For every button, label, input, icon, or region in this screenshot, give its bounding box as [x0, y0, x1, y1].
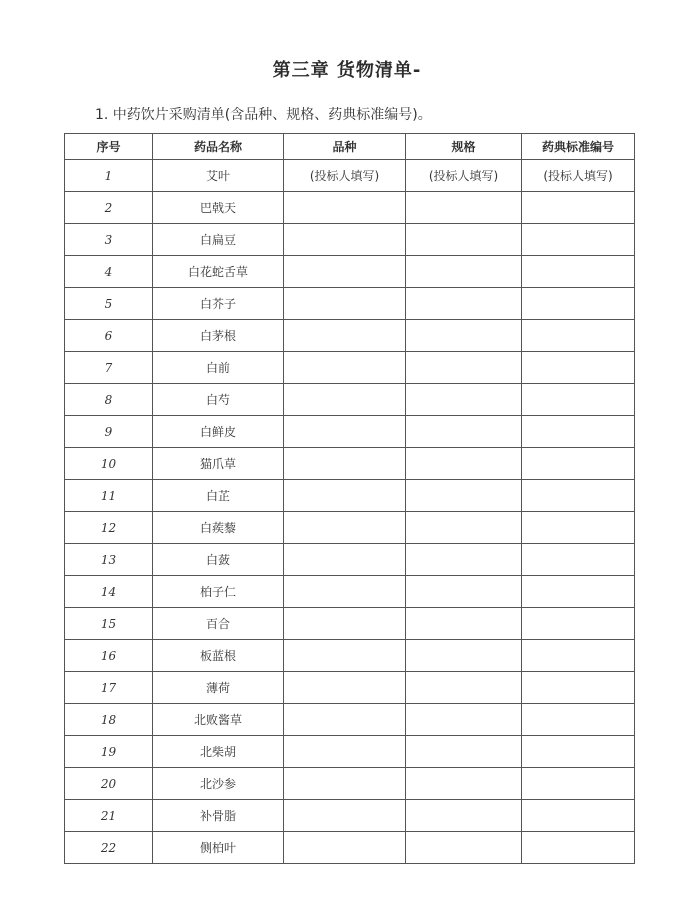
- drug-name-cell: 北败酱草: [153, 704, 284, 736]
- variety-cell[interactable]: [284, 320, 406, 352]
- table-row: [65, 704, 635, 736]
- drug-name-cell: 板蓝根: [153, 640, 284, 672]
- page-title: 第三章 货物清单-: [272, 60, 422, 81]
- pharmacopoeia-standard-cell[interactable]: [522, 512, 635, 544]
- variety-cell[interactable]: [284, 576, 406, 608]
- specification-cell[interactable]: [406, 512, 522, 544]
- table-row: [65, 640, 635, 672]
- header-pharmacopoeia-standard-number: 药典标准编号: [522, 134, 635, 160]
- pharmacopoeia-standard-cell[interactable]: [522, 224, 635, 256]
- drug-name-cell: 艾叶: [153, 160, 284, 192]
- specification-cell[interactable]: [406, 544, 522, 576]
- pharmacopoeia-standard-cell[interactable]: [522, 736, 635, 768]
- table-row: [65, 288, 635, 320]
- specification-cell[interactable]: [406, 288, 522, 320]
- drug-name-cell: 白扁豆: [153, 224, 284, 256]
- pharmacopoeia-standard-cell[interactable]: [522, 288, 635, 320]
- serial-number-cell: 3: [65, 224, 153, 256]
- serial-number-cell: 10: [65, 448, 153, 480]
- variety-cell[interactable]: [284, 256, 406, 288]
- table-row: [65, 448, 635, 480]
- serial-number-cell: 6: [65, 320, 153, 352]
- serial-number-cell: 14: [65, 576, 153, 608]
- drug-name-cell: 猫爪草: [153, 448, 284, 480]
- variety-cell[interactable]: [284, 512, 406, 544]
- table-row: [65, 832, 635, 864]
- pharmacopoeia-standard-cell[interactable]: [522, 768, 635, 800]
- specification-cell[interactable]: [406, 416, 522, 448]
- variety-cell[interactable]: [284, 288, 406, 320]
- drug-name-cell: 补骨脂: [153, 800, 284, 832]
- header-drug-name: 药品名称: [153, 134, 284, 160]
- serial-number-cell: 22: [65, 832, 153, 864]
- serial-number-cell: 15: [65, 608, 153, 640]
- variety-cell[interactable]: [284, 640, 406, 672]
- pharmacopoeia-standard-cell[interactable]: [522, 384, 635, 416]
- variety-cell[interactable]: [284, 352, 406, 384]
- specification-cell[interactable]: [406, 224, 522, 256]
- drug-name-cell: 巴戟天: [153, 192, 284, 224]
- variety-cell[interactable]: [284, 224, 406, 256]
- pharmacopoeia-standard-cell[interactable]: [522, 640, 635, 672]
- table-body: [65, 160, 635, 864]
- variety-cell[interactable]: [284, 736, 406, 768]
- table-row: [65, 768, 635, 800]
- serial-number-cell: 17: [65, 672, 153, 704]
- serial-number-cell: 1: [65, 160, 153, 192]
- specification-cell[interactable]: [406, 608, 522, 640]
- specification-cell[interactable]: [406, 768, 522, 800]
- table-row: [65, 736, 635, 768]
- serial-number-cell: 19: [65, 736, 153, 768]
- serial-number-cell: 21: [65, 800, 153, 832]
- header-specification: 规格: [406, 134, 522, 160]
- drug-name-cell: 百合: [153, 608, 284, 640]
- pharmacopoeia-standard-cell[interactable]: [522, 672, 635, 704]
- drug-name-cell: 白芍: [153, 384, 284, 416]
- section-heading: 1. 中药饮片采购清单(含品种、规格、药典标准编号)。: [95, 107, 432, 123]
- variety-cell[interactable]: [284, 832, 406, 864]
- variety-cell[interactable]: [284, 800, 406, 832]
- table-row: [65, 480, 635, 512]
- table-row: [65, 800, 635, 832]
- pharmacopoeia-standard-cell[interactable]: [522, 544, 635, 576]
- variety-cell[interactable]: (投标人填写): [284, 160, 406, 192]
- table-row: [65, 512, 635, 544]
- header-variety: 品种: [284, 134, 406, 160]
- table-row: [65, 320, 635, 352]
- variety-cell[interactable]: [284, 192, 406, 224]
- table-row: [65, 576, 635, 608]
- table-row: [65, 416, 635, 448]
- specification-cell[interactable]: [406, 736, 522, 768]
- pharmacopoeia-standard-cell[interactable]: [522, 480, 635, 512]
- specification-cell[interactable]: [406, 800, 522, 832]
- drug-name-cell: 白蒺藜: [153, 512, 284, 544]
- drug-name-cell: 薄荷: [153, 672, 284, 704]
- specification-cell[interactable]: (投标人填写): [406, 160, 522, 192]
- drug-name-cell: 白茅根: [153, 320, 284, 352]
- table-row: [65, 384, 635, 416]
- specification-cell[interactable]: [406, 832, 522, 864]
- serial-number-cell: 11: [65, 480, 153, 512]
- serial-number-cell: 9: [65, 416, 153, 448]
- header-serial-number: 序号: [65, 134, 153, 160]
- specification-cell[interactable]: [406, 192, 522, 224]
- pharmacopoeia-standard-cell[interactable]: (投标人填写): [522, 160, 635, 192]
- specification-cell[interactable]: [406, 672, 522, 704]
- serial-number-cell: 18: [65, 704, 153, 736]
- pharmacopoeia-standard-cell[interactable]: [522, 832, 635, 864]
- pharmacopoeia-standard-cell[interactable]: [522, 608, 635, 640]
- drug-name-cell: 白芥子: [153, 288, 284, 320]
- drug-name-cell: 白芷: [153, 480, 284, 512]
- variety-cell[interactable]: [284, 384, 406, 416]
- drug-name-cell: 柏子仁: [153, 576, 284, 608]
- pharmacopoeia-standard-cell[interactable]: [522, 320, 635, 352]
- table-row: [65, 608, 635, 640]
- specification-cell[interactable]: [406, 448, 522, 480]
- serial-number-cell: 8: [65, 384, 153, 416]
- variety-cell[interactable]: [284, 608, 406, 640]
- serial-number-cell: 2: [65, 192, 153, 224]
- table-row: [65, 192, 635, 224]
- table-row: [65, 352, 635, 384]
- pharmacopoeia-standard-cell[interactable]: [522, 256, 635, 288]
- drug-name-cell: 北沙参: [153, 768, 284, 800]
- variety-cell[interactable]: [284, 672, 406, 704]
- table-row: [65, 256, 635, 288]
- pharmacopoeia-standard-cell[interactable]: [522, 416, 635, 448]
- pharmacopoeia-standard-cell[interactable]: [522, 704, 635, 736]
- specification-cell[interactable]: [406, 384, 522, 416]
- table-row: [65, 544, 635, 576]
- drug-name-cell: 侧柏叶: [153, 832, 284, 864]
- specification-cell[interactable]: [406, 640, 522, 672]
- drug-name-cell: 白前: [153, 352, 284, 384]
- variety-cell[interactable]: [284, 480, 406, 512]
- specification-cell[interactable]: [406, 256, 522, 288]
- serial-number-cell: 12: [65, 512, 153, 544]
- pharmacopoeia-standard-cell[interactable]: [522, 192, 635, 224]
- serial-number-cell: 4: [65, 256, 153, 288]
- drug-name-cell: 白鲜皮: [153, 416, 284, 448]
- variety-cell[interactable]: [284, 768, 406, 800]
- specification-cell[interactable]: [406, 480, 522, 512]
- pharmacopoeia-standard-cell[interactable]: [522, 352, 635, 384]
- variety-cell[interactable]: [284, 416, 406, 448]
- serial-number-cell: 7: [65, 352, 153, 384]
- specification-cell[interactable]: [406, 704, 522, 736]
- table-row: [65, 160, 635, 192]
- variety-cell[interactable]: [284, 544, 406, 576]
- pharmacopoeia-standard-cell[interactable]: [522, 448, 635, 480]
- drug-name-cell: 白花蛇舌草: [153, 256, 284, 288]
- pharmacopoeia-standard-cell[interactable]: [522, 800, 635, 832]
- table-header-row: [65, 134, 635, 160]
- variety-cell[interactable]: [284, 704, 406, 736]
- goods-list-table: [64, 133, 635, 864]
- table-row: [65, 672, 635, 704]
- drug-name-cell: 北柴胡: [153, 736, 284, 768]
- pharmacopoeia-standard-cell[interactable]: [522, 576, 635, 608]
- table-row: [65, 224, 635, 256]
- specification-cell[interactable]: [406, 320, 522, 352]
- drug-name-cell: 白蔹: [153, 544, 284, 576]
- specification-cell[interactable]: [406, 352, 522, 384]
- serial-number-cell: 20: [65, 768, 153, 800]
- serial-number-cell: 5: [65, 288, 153, 320]
- specification-cell[interactable]: [406, 576, 522, 608]
- variety-cell[interactable]: [284, 448, 406, 480]
- serial-number-cell: 13: [65, 544, 153, 576]
- serial-number-cell: 16: [65, 640, 153, 672]
